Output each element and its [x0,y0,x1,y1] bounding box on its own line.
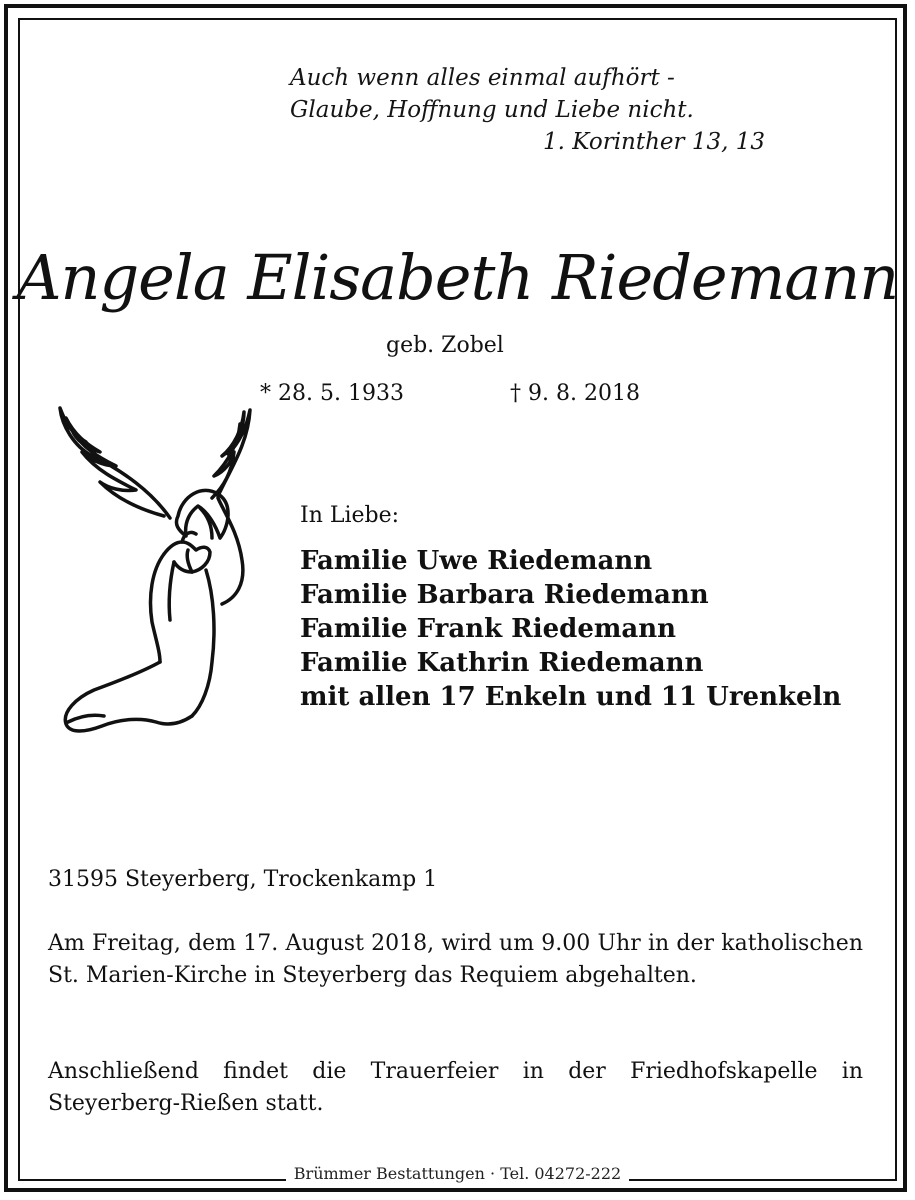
funeral-home-footer [0,1163,915,1185]
in-love-label: In Liebe: [300,503,400,528]
family-name: Familie Kathrin Riedemann [300,648,704,678]
angel-icon [52,400,252,740]
grandchildren-line: mit allen 17 Enkeln und 11 Urenkeln [300,682,842,712]
service-paragraph: Am Freitag, dem 17. August 2018, wird um 9.00 Uhr in der katholischen St. Marien-Kirche in Steyerberg das Requiem abgehalten. [48,931,863,988]
address: 31595 Steyerberg, Trockenkamp 1 [48,867,438,892]
ceremony-paragraph: Anschließend findet die Trauerfeier in der Friedhofskapelle in Steyerberg-Rießen statt. [48,1059,863,1116]
birth-name: geb. Zobel [386,333,504,358]
footer-text: Brümmer Bestattungen · Tel. 04272-222 [286,1163,629,1185]
deceased-name: Angela Elisabeth Riedemann [16,241,899,314]
verse-reference: 1. Korinther 13, 13 [543,129,765,155]
verse-line-2: Glaube, Hoffnung und Liebe nicht. [290,97,694,123]
family-name: Familie Barbara Riedemann [300,580,709,610]
family-name: Familie Frank Riedemann [300,614,677,644]
family-name: Familie Uwe Riedemann [300,546,653,576]
bible-verse [290,62,765,158]
family-list [300,544,841,714]
birth-date: * 28. 5. 1933 [260,381,404,406]
verse-line-1: Auch wenn alles einmal aufhört - [290,65,675,91]
death-date: † 9. 8. 2018 [510,381,640,406]
